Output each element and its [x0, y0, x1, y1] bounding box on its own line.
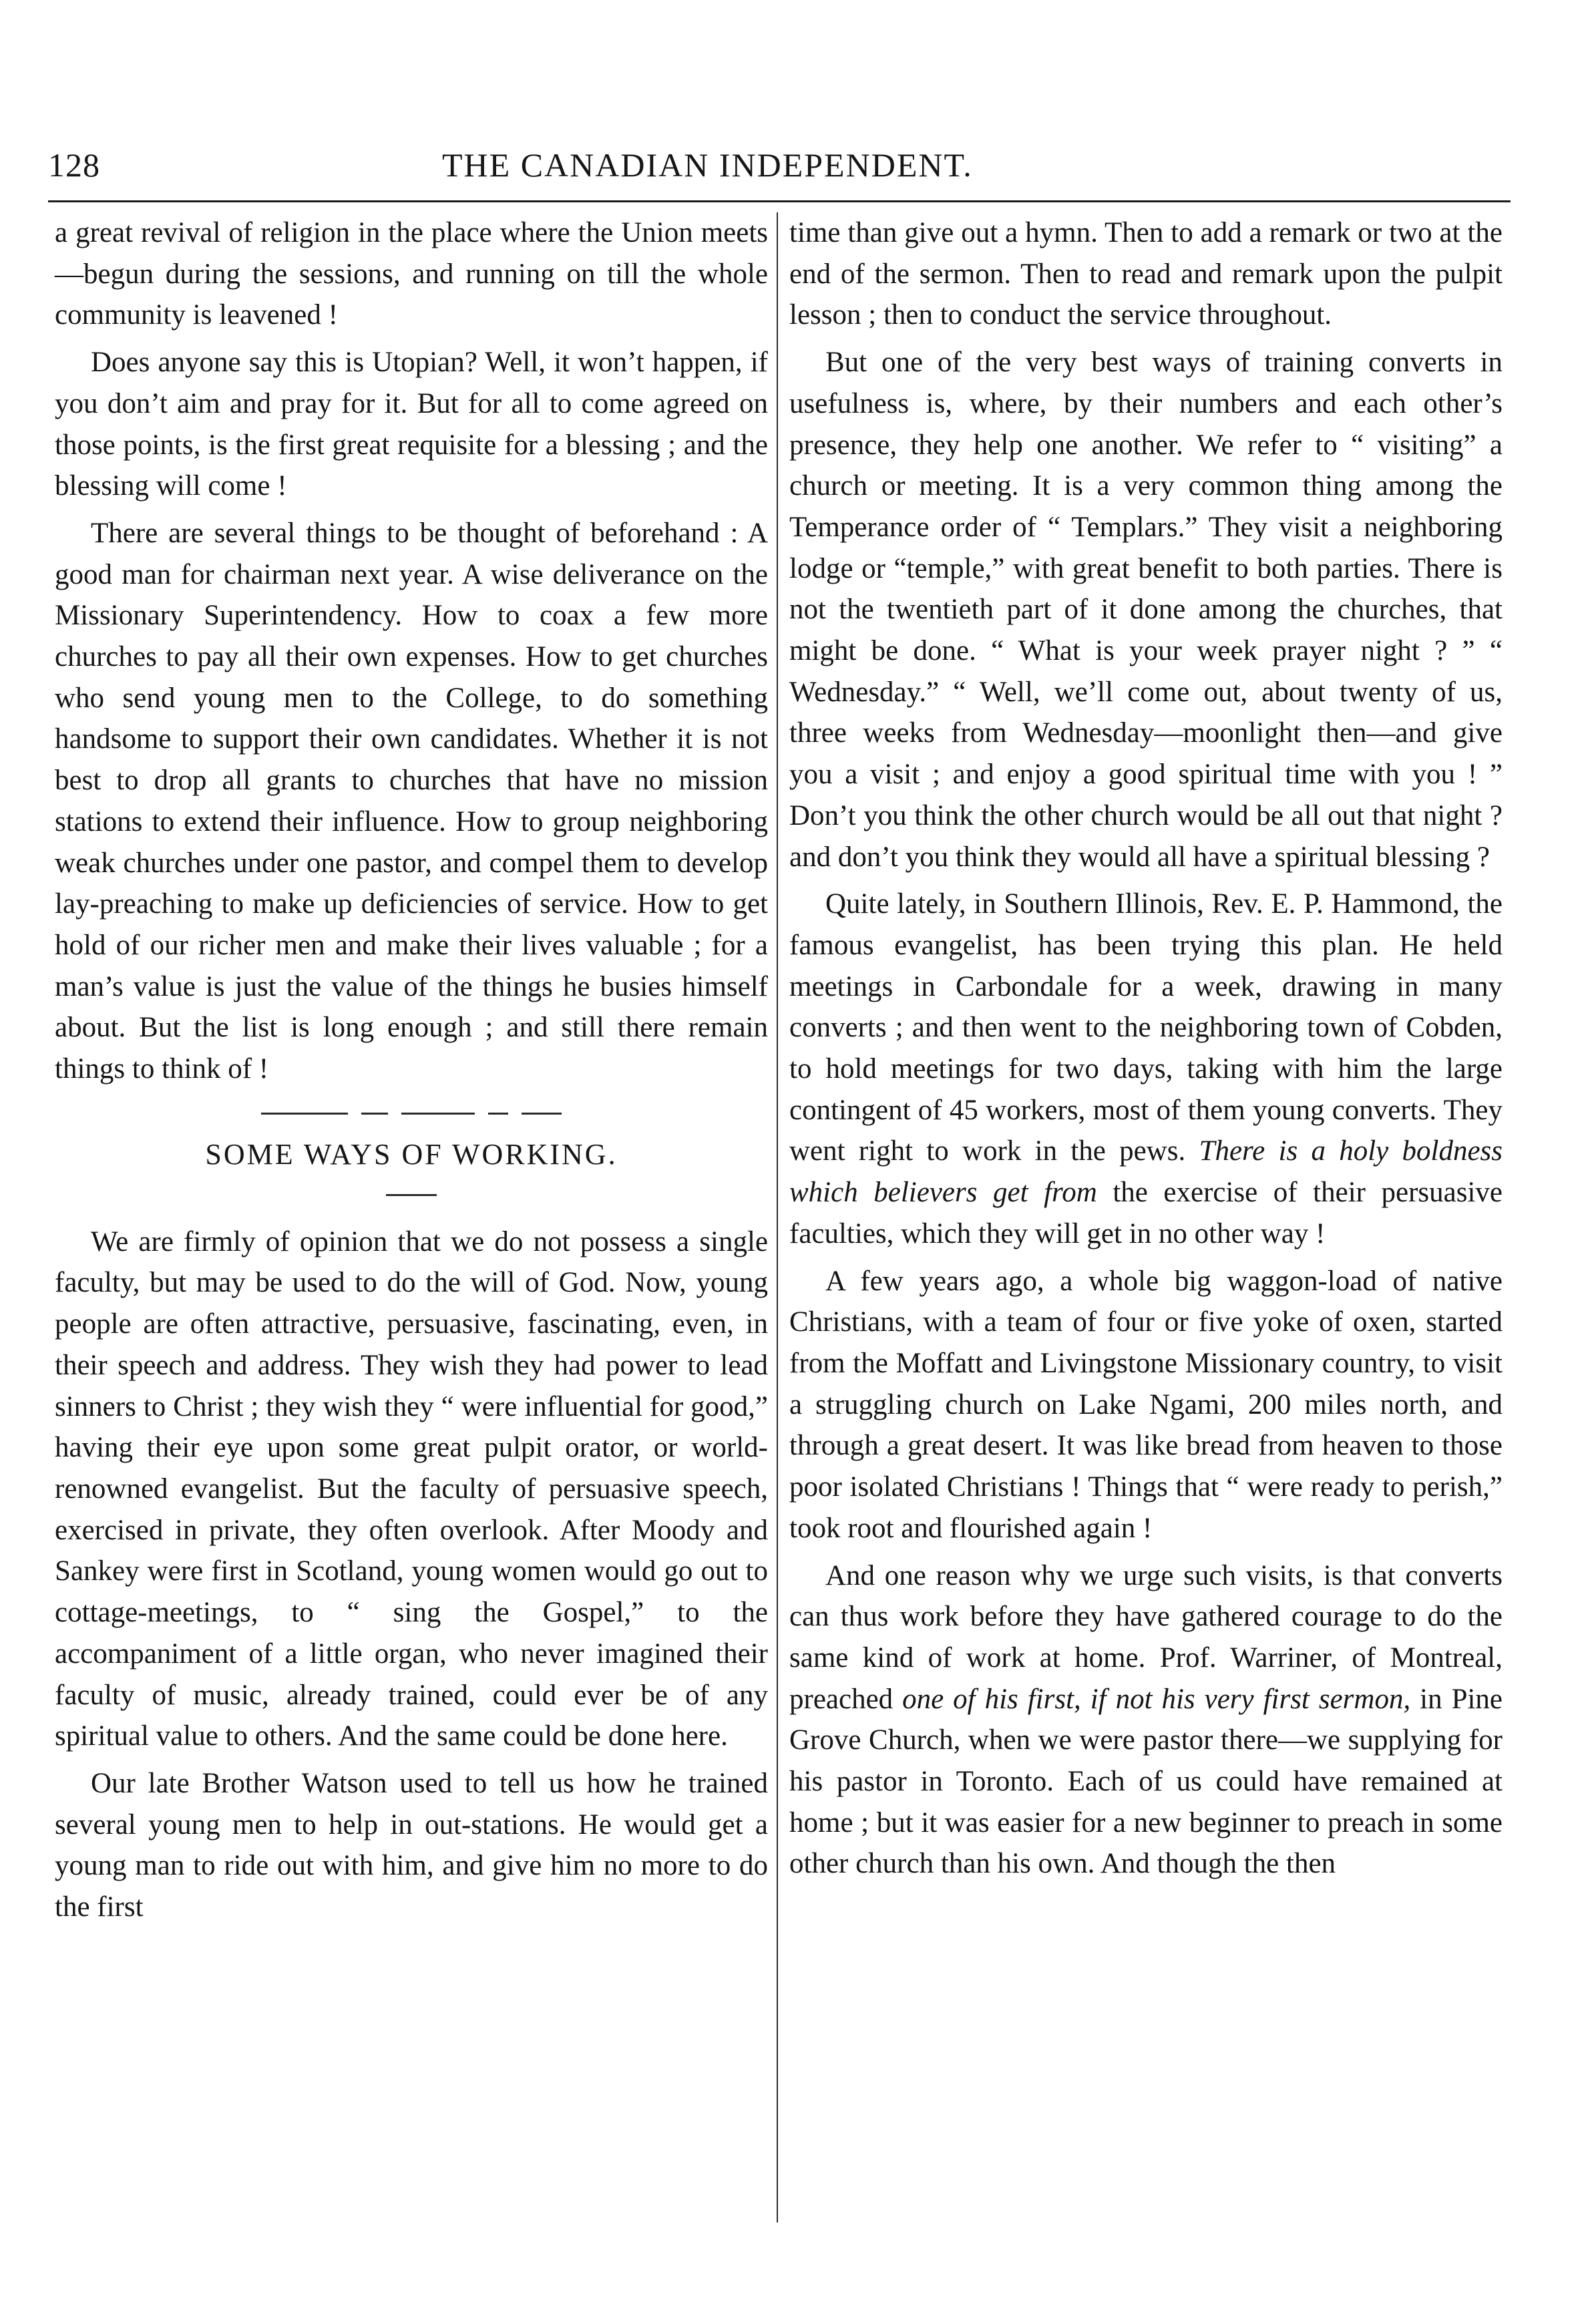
paragraph: But one of the very best ways of training converts in usefulness is, where, by their numbers and each other’s presence, they help one another. We refer to “ visiting” a church or meeting. It is a very common thing among the Temperance order of “ Templars.” They visit a neighboring lodge or “temple,” with great benefit to both parties. There is not the twentieth part of it done among the churches, that might be done. “ What is your week prayer night ? ” “ Wednesday.” “ Well, we’ll come out, about twenty of us, three weeks from Wednesday—moonlight then—and give you a visit ; and enjoy a good spiritual time with you ! ” Don’t you think the other church would be all out that night ? and don’t you think they would all have a spiritual blessing ?	[789, 347, 1503, 873]
paragraph: We are firmly of opinion that we do not possess a single faculty, but may be used to do the will of God. Now, young people are often attractive, persuasive, fascinating, even, in their speech and address. They wish they had power to lead sinners to Christ ; they wish they “ were influential for good,” having their eye upon some great pulpit orator, or world-renowned evangelist. But the faculty of persuasive speech, exercised in private, they often overlook. After Moody and Sankey were first in Scotland, young women would go out to cottage-meetings, to “ sing the Gospel,” to the accompaniment of a little organ, who never imagined their faculty of music, already trained, could ever be of any spiritual value to others. And the same could be done here.	[55, 1225, 768, 1752]
italic-text-run: There is a holy boldness which believers get from	[789, 1135, 1503, 1209]
text-run: the exercise of their persuasive faculties, which they will get in no other way !	[789, 1177, 1503, 1249]
column-divider	[777, 212, 778, 2223]
paragraph: Does anyone say this is Utopian? Well, it won’t happen, if you don’t aim and pray for it. But for all to come agreed on those points, is the first great requisite for a blessing ; and the blessing will come !	[55, 347, 768, 502]
paragraph	[789, 884, 1503, 1254]
italic-text-run: one of his first, if not his very first sermon,	[902, 1683, 1411, 1715]
left-column	[55, 212, 768, 1934]
text-run: in Pine Grove Church, when we were pastor there—we supplying for his pastor in Toronto. Each of us could have remained at home ; but it was easier for a new beginner to preach in some other church than his own. And though the then	[789, 1683, 1503, 1880]
header-rule	[48, 200, 1511, 202]
right-column	[789, 212, 1503, 1891]
paragraph: A few years ago, a whole big waggon-load of native Christians, with a team of four or five yoke of oxen, started from the Moffatt and Livingstone Missionary country, to visit a struggling church on Lake Ngami, 200 miles north, and through a great desert. It was like bread from heaven to those poor isolated Christians ! Things that “ were ready to perish,” took root and flourished again !	[789, 1265, 1503, 1544]
paragraph: a great revival of religion in the place where the Union meets—begun during the sessions, and running on till the whole community is leavened !	[55, 217, 768, 331]
paragraph: Our late Brother Watson used to tell us how he trained several young men to help in out-stations. He would get a young man to ride out with him, and give him no more to do the first	[55, 1767, 768, 1923]
paragraph	[789, 1555, 1503, 1885]
running-title: THE CANADIAN INDEPENDENT.	[442, 146, 973, 184]
paragraph: There are several things to be thought of beforehand : A good man for chairman next year. A wise deliverance on the Missionary Superintendency. How to coax a few more churches to pay all their own expenses. How to get churches who send young men to the College, to do something handsome to support their own candidates. Whether it is not best to drop all grants to churches that have no mission stations to extend their influence. How to group neighboring weak churches under one pastor, and compel them to develop lay-preaching to make up deficiencies of service. How to get hold of our richer men and make their lives valuable ; for a man’s value is just the value of the things he busies himself about. But the list is long enough ; and still there remain things to think of !	[55, 517, 768, 1085]
page-header	[48, 146, 1511, 187]
paragraph: time than give out a hymn. Then to add a remark or two at the end of the sermon. Then to read and remark upon the pulpit lesson ; then to conduct the service throughout.	[789, 217, 1503, 331]
text-run: Quite lately, in Southern Illinois, Rev. E. P. Hammond, the famous evangelist, has been trying this plan. He held meetings in Carbondale for a week, drawing in many converts ; and then went to the neighboring town of Cobden, to hold meetings for two days, taking with him the large contingent of 45 workers, most of them young converts. They went right to work in the pews.	[789, 888, 1503, 1167]
section-ornament-rule	[261, 1103, 562, 1123]
page-number: 128	[48, 146, 100, 184]
text-run: And one reason why we urge such visits, is that converts can thus work before they have gathered courage to do the same kind of work at home. Prof. Warriner, of Montreal, preached	[789, 1559, 1503, 1715]
title-dash	[386, 1194, 437, 1196]
section-title: SOME WAYS OF WORKING.	[205, 1137, 618, 1171]
